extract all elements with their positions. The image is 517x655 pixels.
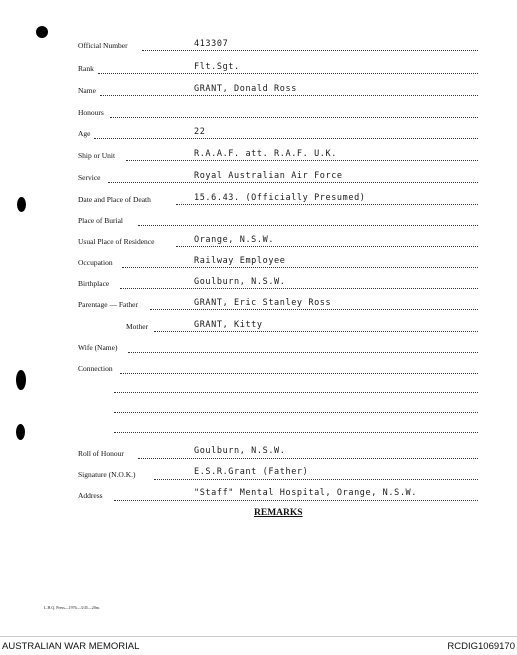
archive-footer xyxy=(0,636,517,655)
connection-label: Connection xyxy=(78,364,113,373)
punch-hole-top xyxy=(36,26,48,38)
official-number-label: Official Number xyxy=(78,41,128,50)
birthplace-rule xyxy=(120,288,478,289)
mother-label: Mother xyxy=(126,322,149,331)
date-place-of-death-rule xyxy=(176,204,478,205)
parentage-father-label: Parentage — Father xyxy=(78,300,138,309)
usual-residence-value: Orange, N.S.W. xyxy=(194,235,275,245)
ship-or-unit-rule xyxy=(126,160,478,161)
signature-nok-rule xyxy=(154,479,478,480)
connection-rule-2 xyxy=(114,392,478,393)
date-place-of-death-value: 15.6.43. (Officially Presumed) xyxy=(194,193,366,203)
birthplace-value: Goulburn, N.S.W. xyxy=(194,277,286,287)
footer-institution: AUSTRALIAN WAR MEMORIAL xyxy=(2,641,140,652)
place-of-burial-rule xyxy=(138,225,478,226)
address-label: Address xyxy=(78,491,103,500)
connection-rule-3 xyxy=(114,412,478,413)
occupation-label: Occupation xyxy=(78,258,113,267)
roll-of-honour-rule xyxy=(138,458,478,459)
ship-or-unit-label: Ship or Unit xyxy=(78,151,116,160)
print-reference: L.H.Q. Press—1976—3/45—20m. xyxy=(44,605,100,610)
honours-label: Honours xyxy=(78,108,104,117)
signature-nok-label: Signature (N.O.K.) xyxy=(78,470,136,479)
age-rule xyxy=(94,138,478,139)
occupation-value: Railway Employee xyxy=(194,256,286,266)
service-rule xyxy=(108,182,478,183)
roll-of-honour-label: Roll of Honour xyxy=(78,449,124,458)
roll-of-honour-value: Goulburn, N.S.W. xyxy=(194,446,286,456)
date-place-of-death-label: Date and Place of Death xyxy=(78,195,151,204)
punch-hole-middle xyxy=(16,370,26,390)
wife-name-label: Wife (Name) xyxy=(78,343,118,352)
service-label: Service xyxy=(78,173,101,182)
official-number-rule xyxy=(142,50,478,51)
age-label: Age xyxy=(78,129,91,138)
footer-record-id: RCDIG1069170 xyxy=(447,641,515,652)
name-value: GRANT, Donald Ross xyxy=(194,84,297,94)
name-label: Name xyxy=(78,86,96,95)
mother-value: GRANT, Kitty xyxy=(194,320,263,330)
signature-nok-value: E.S.R.Grant (Father) xyxy=(194,467,309,477)
birthplace-label: Birthplace xyxy=(78,279,110,288)
parentage-father-value: GRANT, Eric Stanley Ross xyxy=(194,298,332,308)
usual-residence-label: Usual Place of Residence xyxy=(78,237,155,246)
punch-hole-lower xyxy=(16,424,25,440)
name-rule xyxy=(100,95,478,96)
punch-hole-upper xyxy=(17,197,26,212)
mother-rule xyxy=(154,331,478,332)
rank-value: Flt.Sgt. xyxy=(194,62,240,72)
ship-or-unit-value: R.A.A.F. att. R.A.F. U.K. xyxy=(194,149,337,159)
official-number-value: 413307 xyxy=(194,39,229,49)
rank-label: Rank xyxy=(78,64,94,73)
address-value: "Staff" Mental Hospital, Orange, N.S.W. xyxy=(194,488,417,498)
honours-rule xyxy=(110,117,478,118)
parentage-father-rule xyxy=(150,309,478,310)
address-rule xyxy=(114,500,478,501)
rank-rule xyxy=(98,73,478,74)
occupation-rule xyxy=(122,267,478,268)
wife-name-rule xyxy=(128,352,478,353)
remarks-heading: REMARKS xyxy=(254,508,303,518)
usual-residence-rule xyxy=(176,246,478,247)
age-value: 22 xyxy=(194,127,206,137)
service-value: Royal Australian Air Force xyxy=(194,171,343,181)
connection-rule-1 xyxy=(120,373,478,374)
connection-rule-4 xyxy=(114,432,478,433)
place-of-burial-label: Place of Burial xyxy=(78,216,123,225)
